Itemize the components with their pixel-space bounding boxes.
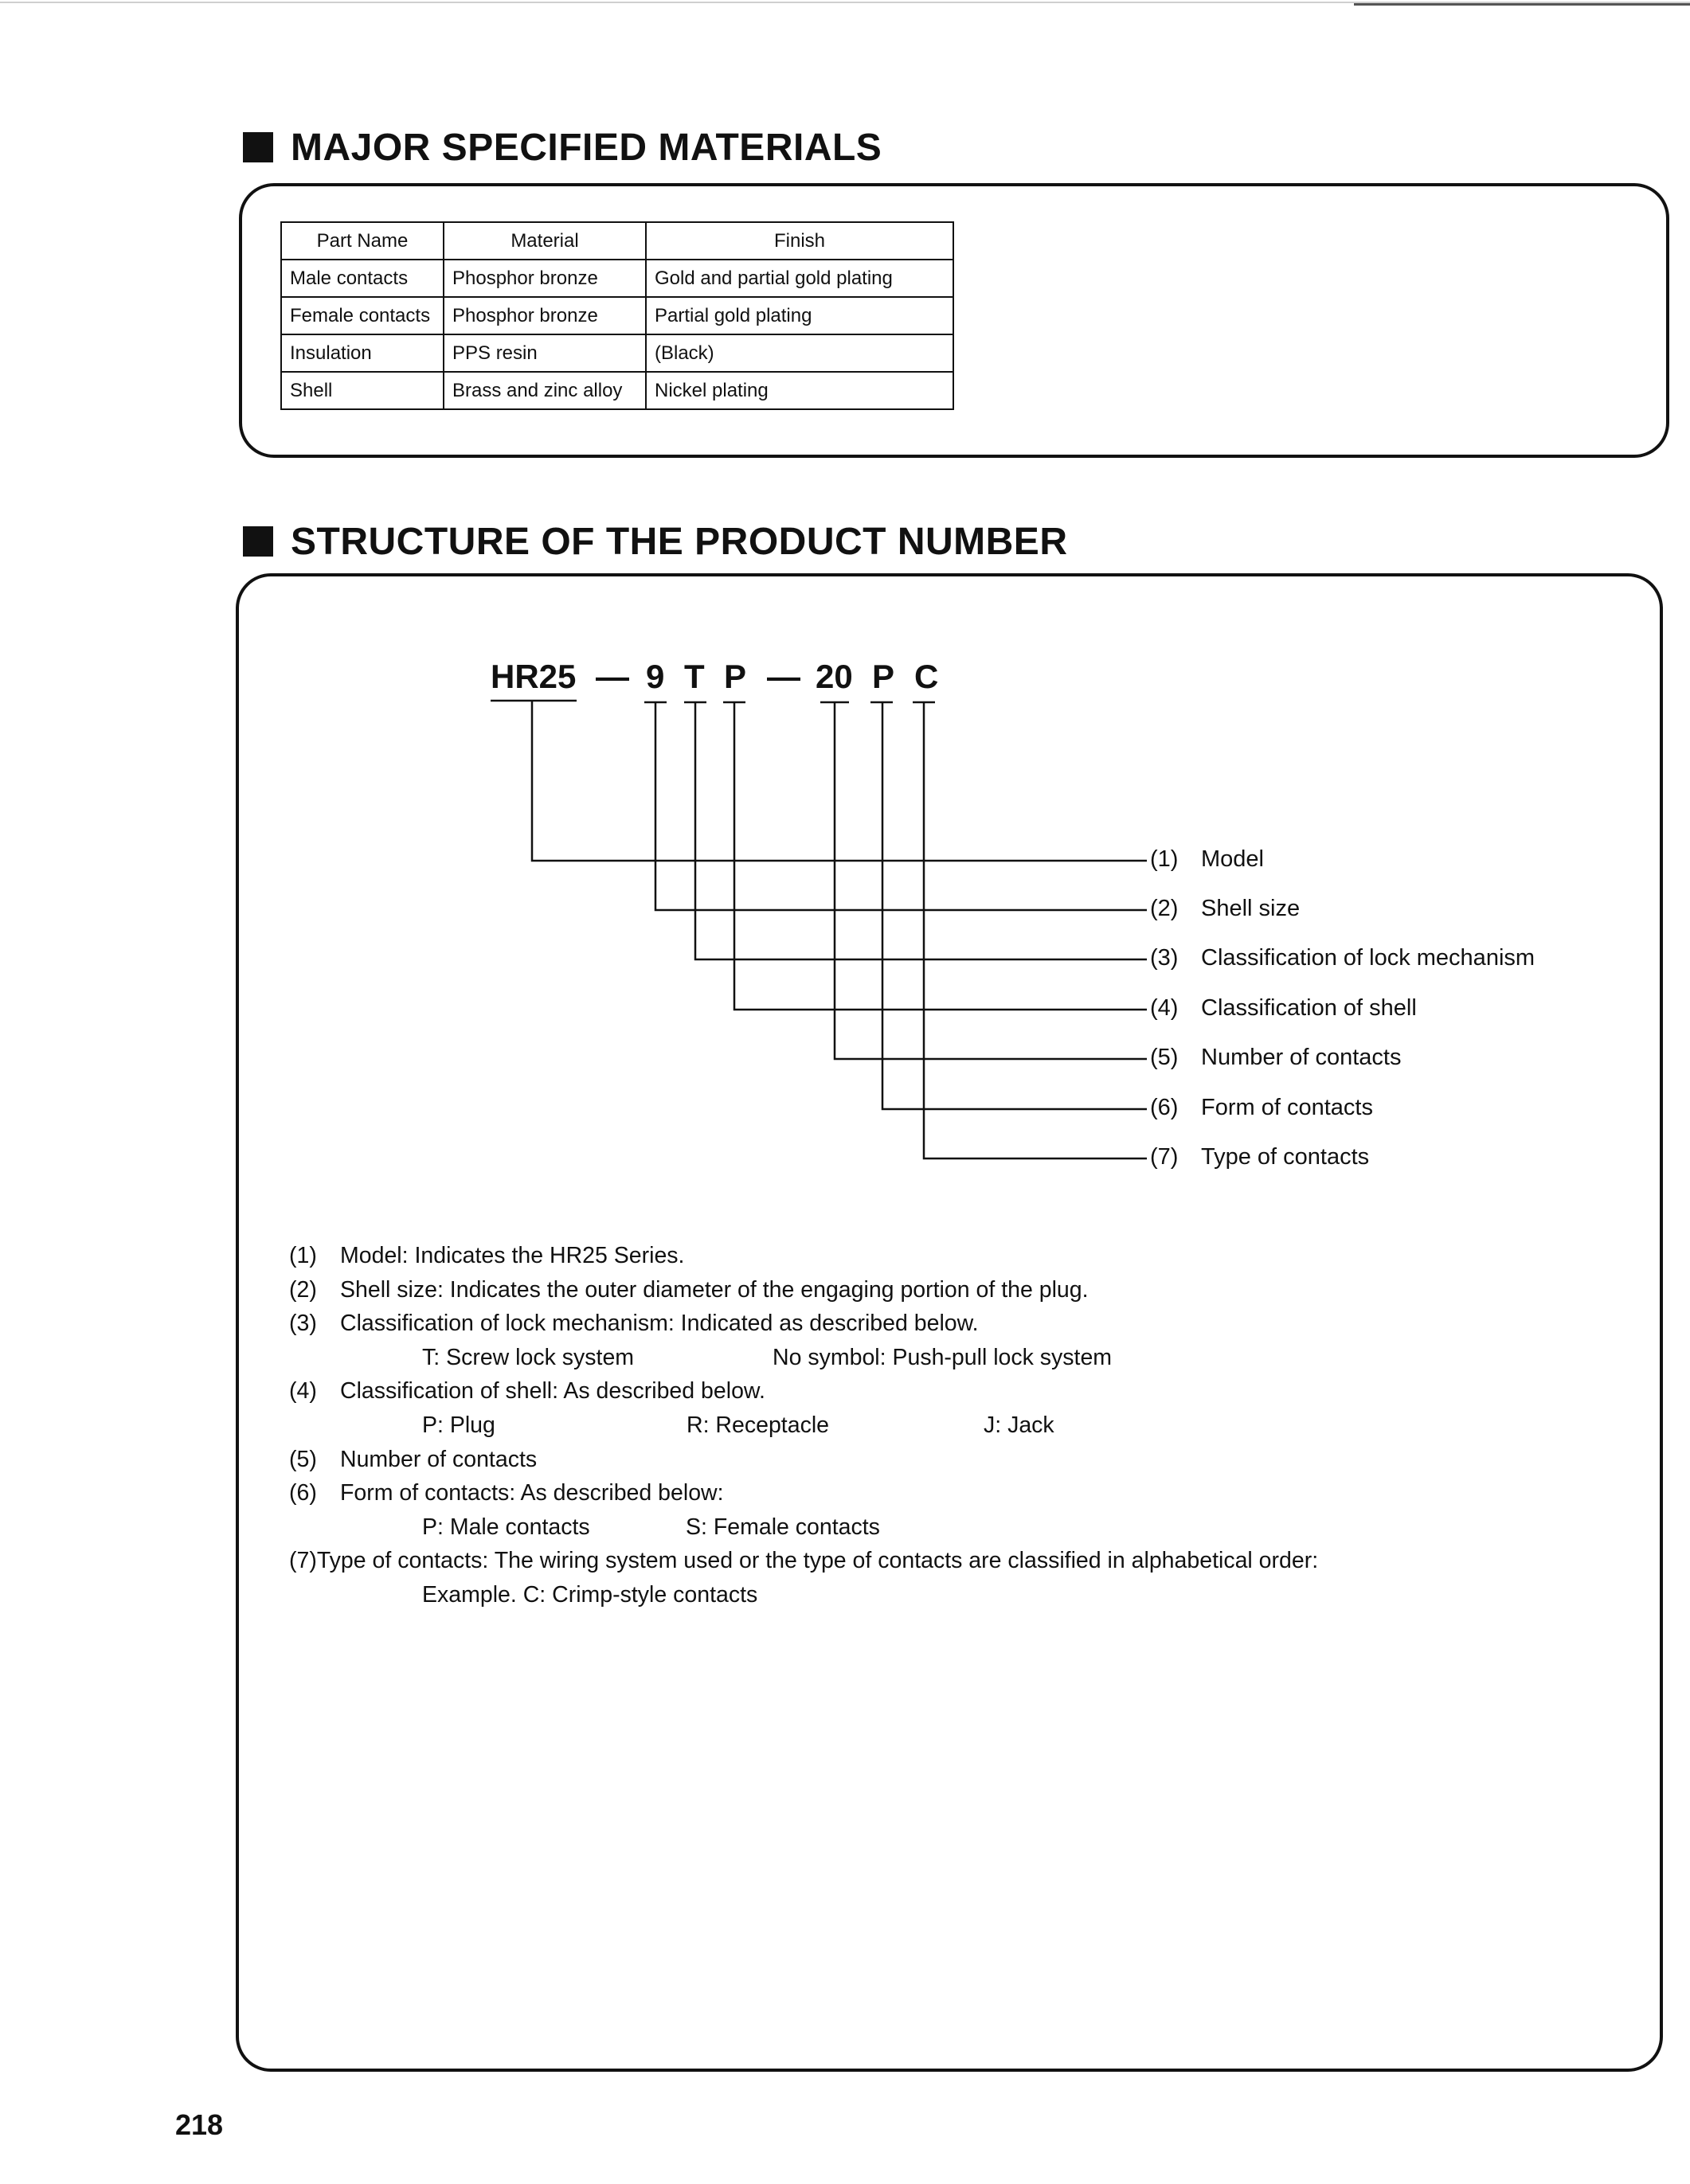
note-number: (7) [289,1548,317,1574]
leader-contact-type [924,702,1147,1158]
legend-label: Form of contacts [1201,1095,1373,1120]
legend-number: (5) [1150,1045,1179,1070]
legend-item [1150,846,1264,873]
note-line [289,1239,1318,1273]
structure-heading-text: STRUCTURE OF THE PRODUCT NUMBER [291,520,1068,563]
pn-shell-class: P [724,658,747,695]
note-number: (1) [289,1243,317,1268]
legend-item [1150,1045,1401,1071]
note-text: Form of contacts: As described below: [340,1480,724,1506]
cell-part-name: Female contacts [281,297,444,334]
note-option: Example. C: Crimp-style contacts [422,1581,758,1608]
pn-dash: — [596,658,629,695]
note-text: Classification of shell: As described below. [340,1378,765,1405]
legend-number: (1) [1150,846,1179,872]
note-option: T: Screw lock system [422,1344,635,1370]
note-number: (5) [289,1446,317,1472]
note-text: Number of contacts [340,1446,538,1472]
leader-shell-size [655,702,1147,910]
note-text: Model: Indicates the HR25 Series. [340,1243,685,1268]
note-text: Type of contacts: The wiring system used or the type of contacts are classified in alphabetical order: [316,1548,1319,1574]
legend-number: (2) [1150,896,1179,921]
legend-label: Shell size [1201,896,1301,921]
cell-finish: Gold and partial gold plating [646,260,953,297]
legend-item [1150,896,1300,922]
note-number: (6) [289,1480,317,1506]
legend-item [1150,945,1535,971]
cell-part-name: Shell [281,372,444,409]
note-line [289,1443,1318,1477]
pn-contacts-count: 20 [816,658,853,695]
cell-finish: (Black) [646,334,953,372]
note-line [289,1544,1318,1578]
column-header-part-name: Part Name [281,222,444,260]
note-line [289,1476,1318,1510]
note-subline [289,1408,1318,1443]
cell-material: Brass and zinc alloy [444,372,646,409]
note-text: Shell size: Indicates the outer diameter of the engaging portion of the plug. [340,1276,1089,1303]
leader-lock [695,702,1147,959]
page-number: 218 [175,2108,224,2141]
legend-item [1150,1095,1373,1121]
leader-model [532,701,1147,861]
materials-heading-text: MAJOR SPECIFIED MATERIALS [291,126,882,169]
note-line [289,1307,1318,1341]
note-option: R: Receptacle [687,1412,830,1438]
note-subline [289,1510,1318,1545]
legend-label: Model [1201,846,1264,872]
note-number: (3) [289,1311,317,1337]
legend-label: Classification of lock mechanism [1201,945,1535,971]
legend-number: (6) [1150,1095,1179,1120]
cell-finish: Partial gold plating [646,297,953,334]
pn-lock: T [684,658,705,695]
note-line [289,1374,1318,1408]
note-option: P: Plug [422,1412,495,1438]
leader-shell-class [734,702,1147,1010]
note-subline [289,1341,1318,1375]
legend-number: (3) [1150,945,1179,971]
leader-contact-form [882,702,1147,1109]
legend-label: Classification of shell [1201,995,1417,1021]
note-text: Classification of lock mechanism: Indicated as described below. [340,1311,979,1337]
pn-shell-size: 9 [646,658,665,695]
legend-item [1150,995,1417,1022]
pn-contact-type: C [914,658,939,695]
legend-number: (7) [1150,1144,1179,1170]
cell-part-name: Male contacts [281,260,444,297]
note-option: J: Jack [984,1412,1054,1438]
note-option: S: Female contacts [686,1514,880,1540]
legend-label: Type of contacts [1201,1144,1370,1170]
note-line [289,1273,1318,1307]
cell-part-name: Insulation [281,334,444,372]
legend-label: Number of contacts [1201,1045,1402,1070]
product-number-notes [289,1239,1318,1612]
pn-dash: — [767,658,800,695]
cell-material: Phosphor bronze [444,260,646,297]
legend-number: (4) [1150,995,1179,1021]
note-subline [289,1578,1318,1612]
column-header-material: Material [444,222,646,260]
note-number: (4) [289,1378,317,1405]
note-number: (2) [289,1276,317,1303]
column-header-finish: Finish [646,222,953,260]
note-option: No symbol: Push-pull lock system [773,1344,1113,1370]
pn-contact-form: P [872,658,895,695]
cell-material: PPS resin [444,334,646,372]
note-option: P: Male contacts [422,1514,590,1540]
pn-model: HR25 [491,658,577,695]
cell-material: Phosphor bronze [444,297,646,334]
legend-item [1150,1144,1369,1170]
cell-finish: Nickel plating [646,372,953,409]
